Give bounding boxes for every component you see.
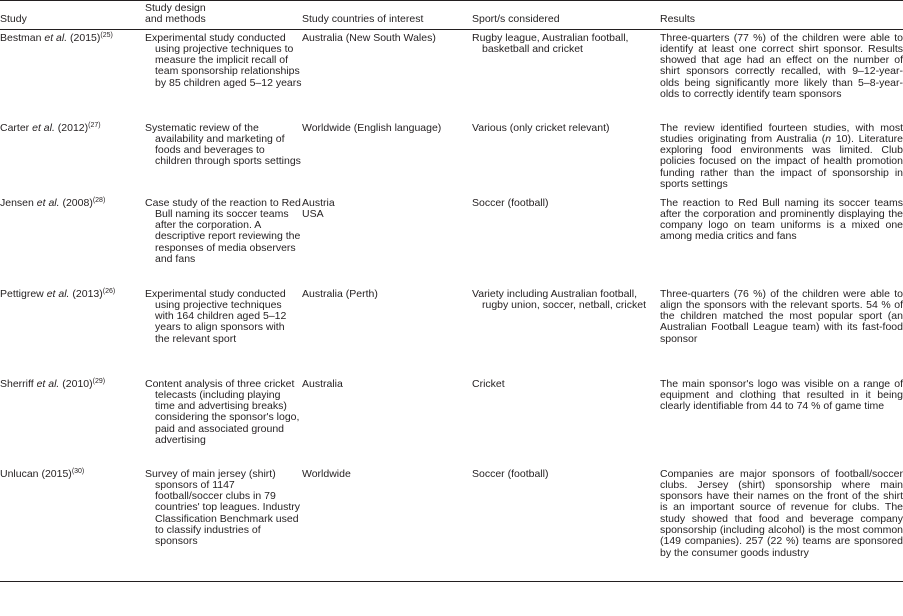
table-row — [0, 286, 903, 376]
cell-design: Case study of the reaction to Red Bull naming its soccer teams after the corporation. A descriptive report reviewing the responses of media observers and fans — [145, 196, 301, 266]
cell-countries: Worldwide (English language) — [302, 121, 442, 134]
header-sports: Sport/s considered — [472, 3, 660, 29]
cell-study: Sherriff et al. $(2010)^{(29)}$ — [0, 377, 106, 390]
cell-sports: Soccer (football) — [472, 466, 660, 582]
cell-study: Bestman et al. $(2015)^{(25)}$ — [0, 31, 113, 44]
cell-study: Jensen et al. $(2008)^{(28)}$ — [0, 196, 106, 209]
cell-sports: Various (only cricket relevant) — [472, 121, 610, 134]
cell-countries: Australia (Perth) — [302, 287, 378, 300]
cell-design: Experimental study conducted using projective techniques with 164 children aged 5–12 years to align sponsors with the relevant sport — [145, 287, 287, 345]
cell-countries: Australia — [302, 377, 343, 390]
cell-results: The review identified fourteen studies, with most studies originating from Australia (n 10). Literature exploring food environments was limited. Club policies focused on the impact of health promotion funding rather than the impact of sponsorship in sports settings — [660, 121, 903, 191]
cell-results: Companies are major sponsors of football/soccer clubs. Jersey (shirt) sponsorship where main sponsors have their names on the front of the shirt is an important source of revenue for clubs. The study showed that food and beverage company sponsorship (including alcohol) is the most common (149 companies). 257 (22 %) teams are sponsored by the consumer goods industry — [660, 466, 903, 582]
table-top-rule — [0, 0, 903, 1]
cell-design: Content analysis of three cricket telecasts (including playing time and advertising breaks) considering the sponsor's logo, paid and associated ground advertising — [145, 377, 300, 447]
cell-countries: Australia (New South Wales) — [302, 31, 436, 44]
header-row — [0, 3, 903, 29]
table-row — [0, 195, 903, 286]
header-results: Results — [660, 3, 903, 29]
cell-countries: Austria USA — [302, 196, 335, 220]
header-design: Study design and methods — [145, 3, 302, 29]
cell-study: Unlucan $(2015)^{(30)}$ — [0, 466, 145, 582]
cell-sports: Rugby league, Australian football, basketball and cricket — [472, 31, 629, 55]
cell-sports: Variety including Australian football, rugby union, soccer, netball, cricket — [472, 287, 647, 311]
header-countries: Study countries of interest — [302, 3, 472, 29]
cell-results: The main sponsor's logo was visible on a range of equipment and clothing that resulted in it being clearly identifiable from 44 to 74 % of game time — [660, 377, 903, 413]
table-row — [0, 29, 903, 120]
cell-design: Experimental study conducted using projective techniques to measure the implicit recall of team sponsorship relationships by 85 children aged 5–12 years — [145, 31, 302, 89]
header-study: Study — [0, 3, 145, 29]
table-row — [0, 120, 903, 195]
studies-table — [0, 3, 903, 582]
cell-design: Survey of main jersey (shirt) sponsors of 1147 football/soccer clubs in 79 countries' top leagues. Industry Classification Benchmark used to classify industries of sponsors — [145, 466, 302, 582]
cell-study: Carter et al. $(2012)^{(27)}$ — [0, 121, 101, 134]
cell-study: Pettigrew et al. $(2013)^{(26)}$ — [0, 287, 116, 300]
cell-sports: Soccer (football) — [472, 196, 549, 209]
cell-results: Three-quarters (76 %) of the children were able to align the sponsors with the relevant sports. 54 % of the children matched the most popular sport (an Australian Football League team) with its fast-food sponsor — [660, 287, 903, 345]
table-row — [0, 376, 903, 466]
cell-countries: Worldwide — [302, 466, 472, 582]
table-row — [0, 466, 903, 582]
cell-design: Systematic review of the availability and marketing of foods and beverages to children through sports settings — [145, 121, 301, 168]
cell-results: Three-quarters (77 %) of the children were able to identify at least one correct shirt sponsor. Results showed that age had an effect on the number of shirt sponsors correctly recalled, with 9–12-year-olds being significantly more likely than 5–8-year-olds to correctly identify team sponsors — [660, 31, 903, 101]
cell-sports: Cricket — [472, 377, 505, 390]
cell-results: The reaction to Red Bull naming its soccer teams after the corporation and prominently displaying the company logo on team uniforms is a mixed one among media critics and fans — [660, 196, 903, 243]
